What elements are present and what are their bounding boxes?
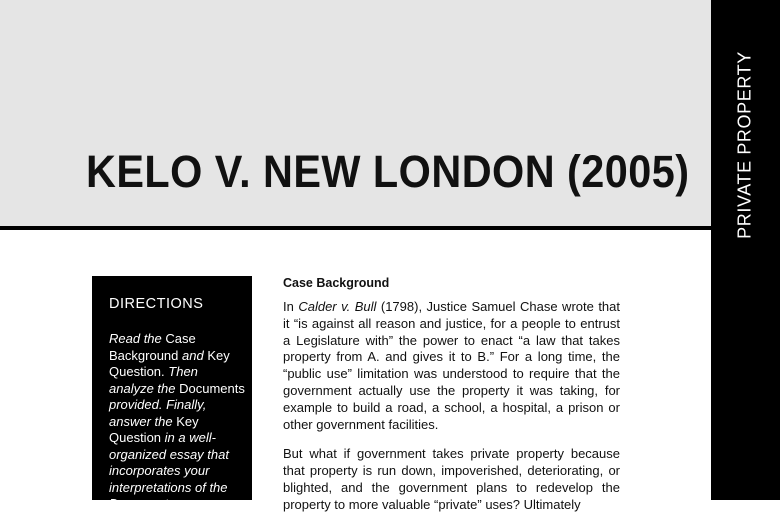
- directions-segment: provided. Finally, answer the: [109, 397, 207, 429]
- case-background-section: [283, 275, 620, 527]
- directions-segment: Key Question: [109, 413, 199, 445]
- directions-text: [109, 331, 252, 513]
- case-background-paragraph-1: [283, 299, 620, 433]
- directions-segment: Read the: [109, 331, 166, 346]
- directions-segment: Case Background: [109, 331, 196, 363]
- directions-heading: DIRECTIONS: [109, 296, 204, 312]
- directions-box: [92, 276, 252, 511]
- paragraph-prefix: In: [283, 299, 299, 314]
- side-tab-label: PRIVATE PROPERTY: [734, 51, 755, 239]
- case-citation: Calder v. Bull: [298, 299, 377, 314]
- directions-segment: Documents: [179, 380, 245, 396]
- case-background-heading: Case Background: [283, 276, 390, 290]
- title-divider: [0, 226, 711, 230]
- directions-segment: and: [178, 347, 208, 363]
- directions-segment: Key Question.: [109, 347, 230, 379]
- paragraph-text: (1798), Justice Samuel Chase wrote that it “is against all reason and justice, for a people to entrust a Legislature with” the power to enact “a law that takes property from A. and gives it to B.” For a long time, the “public use” limitation was understood to require that the government actually use the property it was taking, for example to build a road, a school, a hospital, a prison or other government facilities.: [283, 299, 620, 432]
- directions-segment: Then analyze the: [109, 364, 198, 396]
- case-background-paragraph-2: But what if government takes private property because that property is run down, impoverished, deteriorating, or blighted, and the government plans to redevelop the property to more valuable “private” uses? Ultimately: [283, 446, 620, 512]
- page-title: KELO V. NEW LONDON (2005): [86, 146, 690, 197]
- directions-segment: in a well-organized essay that incorporates your interpretations of the Documents: [109, 430, 229, 511]
